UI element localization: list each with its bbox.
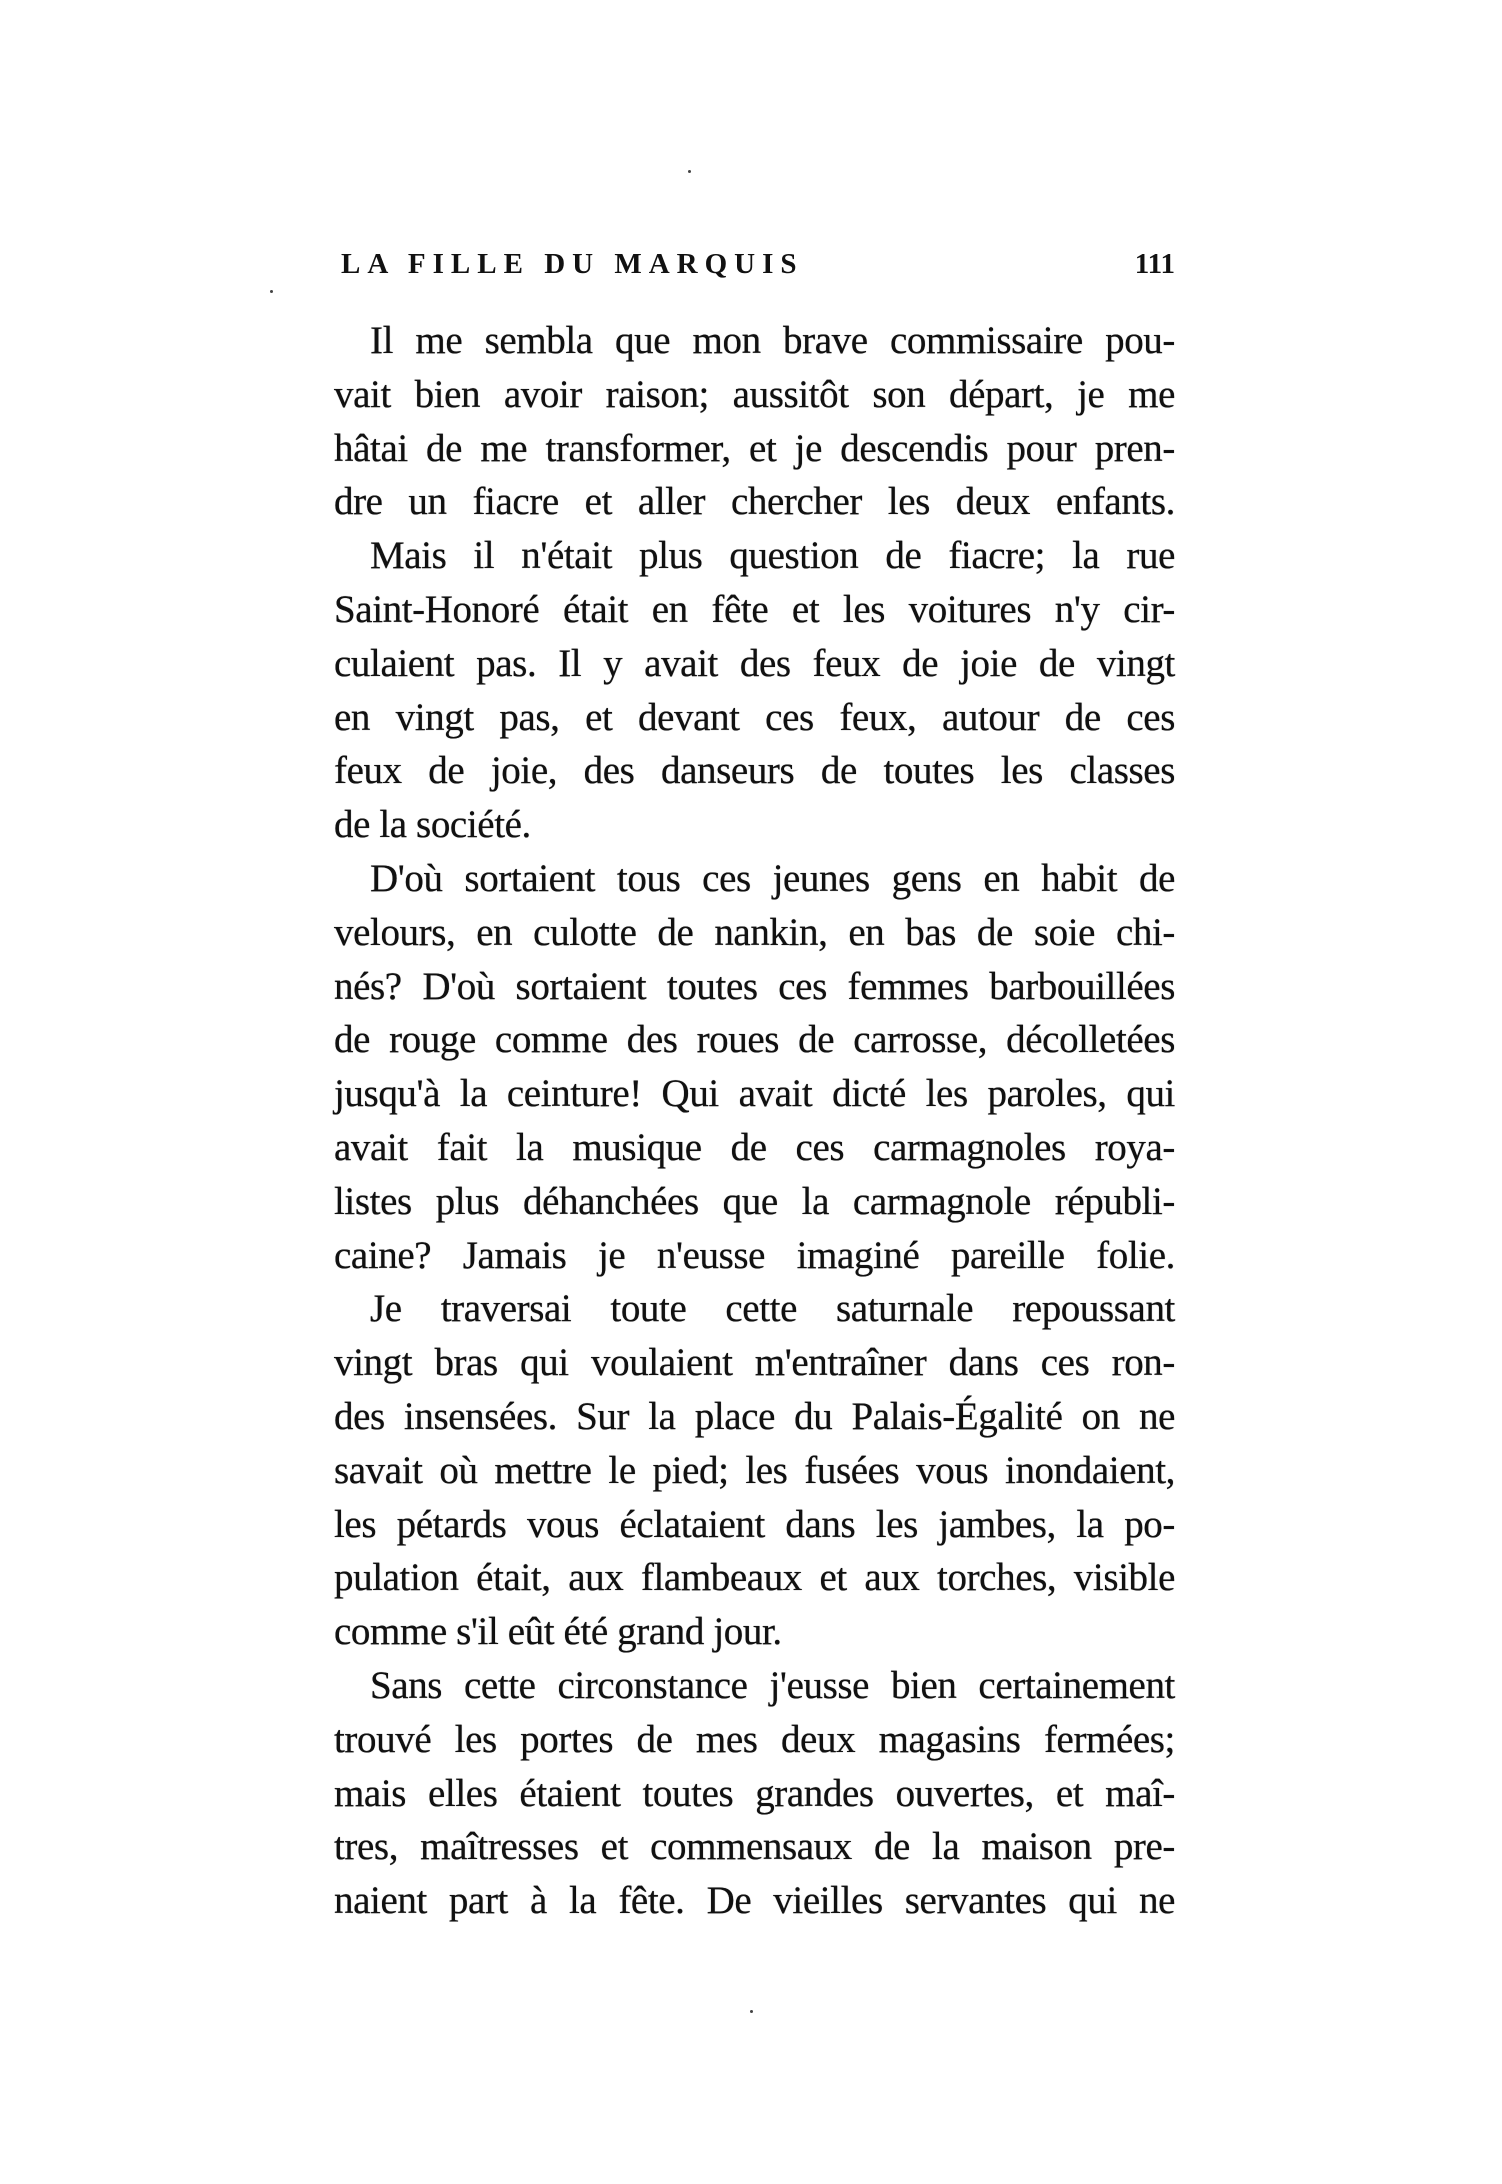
text-line: savait où mettre le pied; les fusées vous inondaient, bbox=[334, 1448, 1175, 1492]
text-line: des insensées. Sur la place du Palais-Égalité on ne bbox=[334, 1395, 1175, 1438]
scan-speck bbox=[270, 290, 273, 293]
text-line: nés? D'où sortaient toutes ces femmes barbouillées bbox=[334, 964, 1175, 1008]
text-line: de la société. bbox=[334, 803, 531, 847]
text-line: vait bien avoir raison; aussitôt son départ, je me bbox=[334, 372, 1175, 416]
text-line: D'où sortaient tous ces jeunes gens en habit de bbox=[370, 857, 1175, 900]
running-header bbox=[341, 248, 1175, 292]
text-line: Sans cette circonstance j'eusse bien certainement bbox=[370, 1664, 1175, 1707]
text-line: hâtai de me transformer, et je descendis pour pren- bbox=[334, 426, 1175, 470]
running-title: LA FILLE DU MARQUIS bbox=[341, 248, 804, 280]
text-line: pulation était, aux flambeaux et aux torches, visible bbox=[334, 1556, 1175, 1600]
scan-speck bbox=[750, 2010, 753, 2013]
text-line: Mais il n'était plus question de fiacre; la rue bbox=[370, 534, 1175, 578]
text-line: comme s'il eût été grand jour. bbox=[334, 1610, 782, 1654]
text-line: avait fait la musique de ces carmagnoles roya- bbox=[334, 1126, 1175, 1169]
text-line: de rouge comme des roues de carrosse, décolletées bbox=[334, 1018, 1175, 1062]
text-line: feux de joie, des danseurs de toutes les classes bbox=[334, 749, 1175, 793]
text-line: naient part à la fête. De vieilles servantes qui ne bbox=[334, 1879, 1175, 1923]
text-line: dre un fiacre et aller chercher les deux enfants. bbox=[334, 480, 1175, 524]
text-line: Je traversai toute cette saturnale repoussant bbox=[370, 1287, 1175, 1331]
text-line: trouvé les portes de mes deux magasins fermées; bbox=[334, 1717, 1175, 1761]
text-line: listes plus déhanchées que la carmagnole républi- bbox=[334, 1179, 1175, 1223]
text-line: culaient pas. Il y avait des feux de joie de vingt bbox=[334, 641, 1175, 685]
text-line: en vingt pas, et devant ces feux, autour de ces bbox=[334, 695, 1175, 739]
text-line: vingt bras qui voulaient m'entraîner dans ces ron- bbox=[334, 1341, 1175, 1385]
text-line: les pétards vous éclataient dans les jambes, la po- bbox=[334, 1502, 1175, 1546]
text-line: velours, en culotte de nankin, en bas de soie chi- bbox=[334, 910, 1175, 954]
text-line: tres, maîtresses et commensaux de la maison pre- bbox=[334, 1825, 1175, 1869]
text-line: caine? Jamais je n'eusse imaginé pareille folie. bbox=[334, 1233, 1175, 1277]
text-line: mais elles étaient toutes grandes ouvertes, et maî- bbox=[334, 1771, 1175, 1815]
scan-speck bbox=[688, 170, 691, 173]
text-line: Il me sembla que mon brave commissaire pou- bbox=[370, 319, 1175, 362]
page-number: 111 bbox=[1134, 248, 1175, 280]
text-line: Saint-Honoré était en fête et les voitures n'y cir- bbox=[334, 588, 1175, 631]
text-line: jusqu'à la ceinture! Qui avait dicté les paroles, qui bbox=[334, 1072, 1175, 1116]
